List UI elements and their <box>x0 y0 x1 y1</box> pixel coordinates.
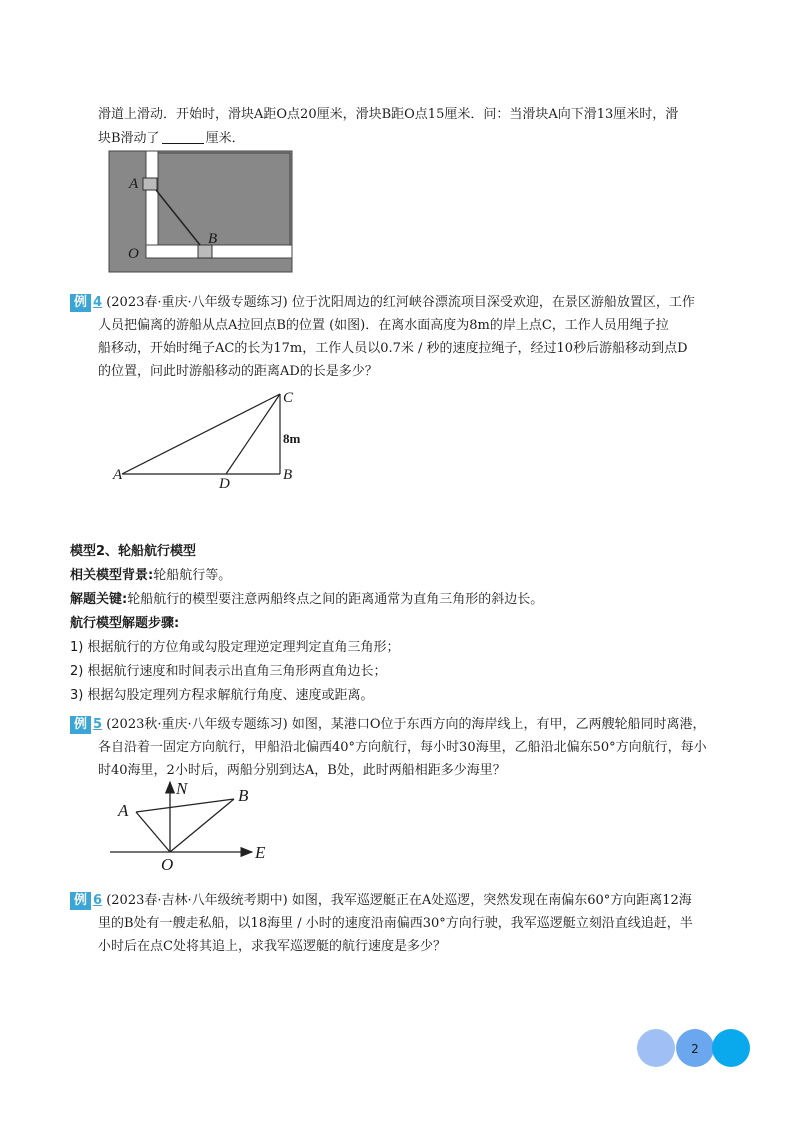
label-o: O <box>161 855 174 874</box>
model-background: 相关模型背景:轮船航行等。 <box>70 568 232 583</box>
example-6-line-3: 小时后在点C处将其追上，求我军巡逻艇的航行速度是多少？ <box>98 939 446 954</box>
model-key: 解题关键:轮船航行的模型要注意两船终点之间的距离通常为直角三角形的斜边长。 <box>70 592 544 607</box>
problem-text-line-1: 滑道上滑动．开始时，滑块A距O点20厘米，滑块B距O点15厘米．问：当滑块A向下滑13厘米时，滑 <box>98 107 679 122</box>
example-number: 6 <box>93 893 103 908</box>
label-b: B <box>208 231 218 247</box>
label-b: B <box>238 786 249 805</box>
problem-text-after-blank: 厘米． <box>205 131 245 146</box>
page-number: 2 <box>691 1042 699 1056</box>
decor-circle-left <box>637 1029 675 1067</box>
example-number: 4 <box>93 295 103 310</box>
model-step-3: 3) 根据勾股定理列方程求解航行角度、速度或距离。 <box>70 688 374 703</box>
label-height: 8m <box>283 431 301 446</box>
label-o: O <box>128 246 139 262</box>
label-a: A <box>129 176 139 192</box>
example-badge: 例 <box>70 716 91 734</box>
example-number: 5 <box>93 717 103 732</box>
label-e: E <box>255 843 266 862</box>
example-5-line-3: 时40海里，2小时后，两船分别到达A，B处，此时两船相距多少海里？ <box>98 763 506 778</box>
model-2-title: 模型2、轮船航行模型 <box>70 544 197 559</box>
example-4-line-4: 的位置，问此时游船移动的距离AD的长是多少？ <box>98 364 378 379</box>
model-steps-label: 航行模型解题步骤: <box>70 616 180 631</box>
example-4-line-3: 船移动，开始时绳子AC的长为17m，工作人员以0.7米 / 秒的速度拉绳子，经过10秒后游船移动到点D <box>98 341 688 356</box>
example-5-line-2: 各自沿着一固定方向航行，甲船沿北偏西40°方向航行，每小时30海里，乙船沿北偏东50°方向航行，每小 <box>98 740 707 755</box>
label-d: D <box>219 476 230 492</box>
label-c: C <box>283 390 294 406</box>
decor-circle-right <box>712 1029 750 1067</box>
label-a: A <box>113 467 123 483</box>
example-badge: 例 <box>70 892 91 910</box>
example-4-line-2: 人员把偏离的游船从点A拉回点B的位置 (如图)．在离水面高度为8m的岸上点C，工作人员用绳子拉 <box>98 318 669 333</box>
problem-text-before-blank: 块B滑动了 <box>98 131 160 146</box>
model-step-2: 2) 根据航行速度和时间表示出直角三角形两直角边长； <box>70 664 387 679</box>
example-6-line-2: 里的B处有一艘走私船，以18海里 / 小时的速度沿南偏西30°方向行驶，我军巡逻艇立刻沿直线追赶，半 <box>98 916 693 931</box>
example-5-line-1: 例 5 (2023秋·重庆·八年级专题练习) 如图，某港口O位于东西方向的海岸线上，有甲，乙两艘轮船同时离港， <box>70 713 740 736</box>
label-b: B <box>283 467 293 483</box>
model-step-1: 1) 根据航行的方位角或勾股定理逆定理判定直角三角形； <box>70 640 400 655</box>
label-a: A <box>118 801 129 820</box>
example-badge: 例 <box>70 294 91 312</box>
example-6-line-1: 例 6 (2023春·吉林·八年级统考期中) 如图，我军巡逻艇正在A处巡逻，突然发现在南偏东60°方向距离12海 <box>70 889 740 912</box>
label-n: N <box>176 779 188 798</box>
example-4-line-1: 例 4 (2023春·重庆·八年级专题练习) 位于沈阳周边的红河峡谷漂流项目深受欢迎，在景区游船放置区，工作 <box>70 291 740 314</box>
